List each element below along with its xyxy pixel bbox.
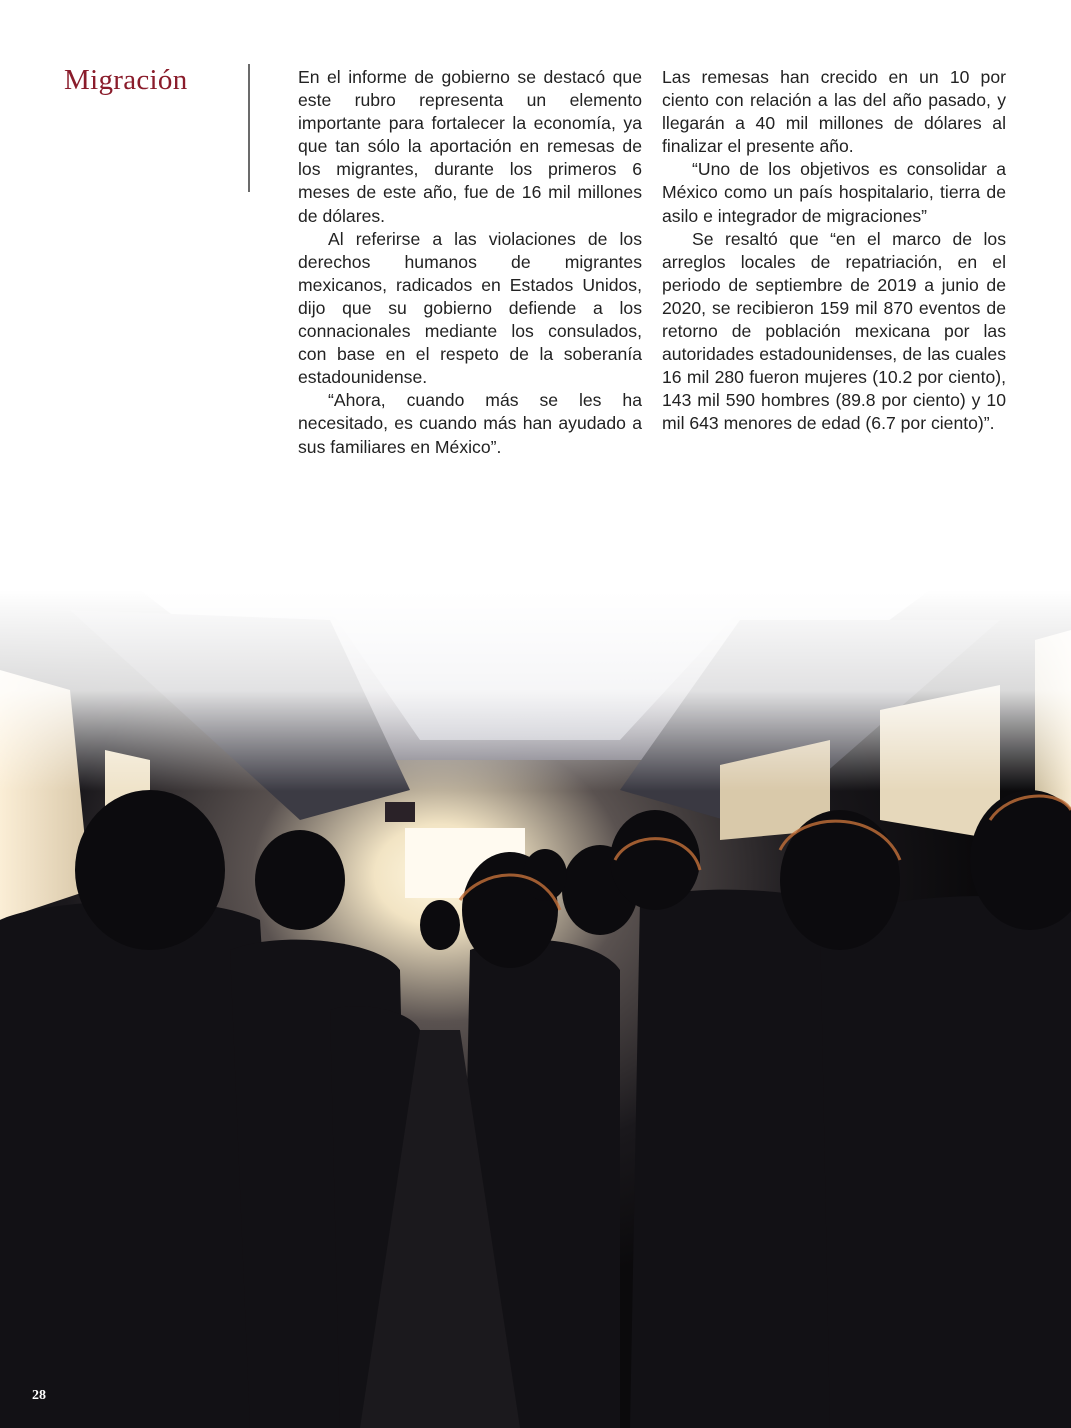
text-column-left [298,66,642,459]
paragraph: En el informe de gobierno se destacó que este rubro representa un elemento importante para fortalecer la economía, ya que tan sólo la aportación en remesas de los migrantes, durante los primeros 6 meses de este año, fue de 16 mil millones de dólares. [298,67,642,226]
section-title: Migración [64,64,188,96]
text-column-right [662,66,1006,436]
paragraph: Al referirse a las violaciones de los derechos humanos de migrantes mexicanos, radicados en Estados Unidos, dijo que su gobierno defiende a los connacionales mediante los consulados, con base en el respeto de la soberanía estadounidense. [298,228,642,388]
paragraph: Se resaltó que “en el marco de los arreglos locales de repatriación, en el periodo de septiembre de 2019 a junio de 2020, se recibieron 159 mil 870 eventos de retorno de población mexicana por las autoridades estadounidenses, de las cuales 16 mil 280 fueron mujeres (10.2 por ciento), 143 mil 590 hombres (89.8 por ciento) y 10 mil 643 menores de edad (6.7 por ciento)”. [662,228,1006,434]
paragraph: Las remesas han crecido en un 10 por ciento con relación a las del año pasado, y llegarán a 40 mil millones de dólares al finalizar el presente año. [662,67,1006,157]
page-number: 28 [32,1388,46,1403]
bus-interior-illustration [0,590,1071,1428]
paragraph: “Uno de los objetivos es consolidar a México como un país hospitalario, tierra de asilo e integrador de migraciones” [662,159,1006,226]
bus-interior-photo [0,590,1071,1428]
title-divider [248,64,250,192]
paragraph: “Ahora, cuando más se les ha necesitado, es cuando más han ayudado a sus familiares en México”. [298,390,642,457]
